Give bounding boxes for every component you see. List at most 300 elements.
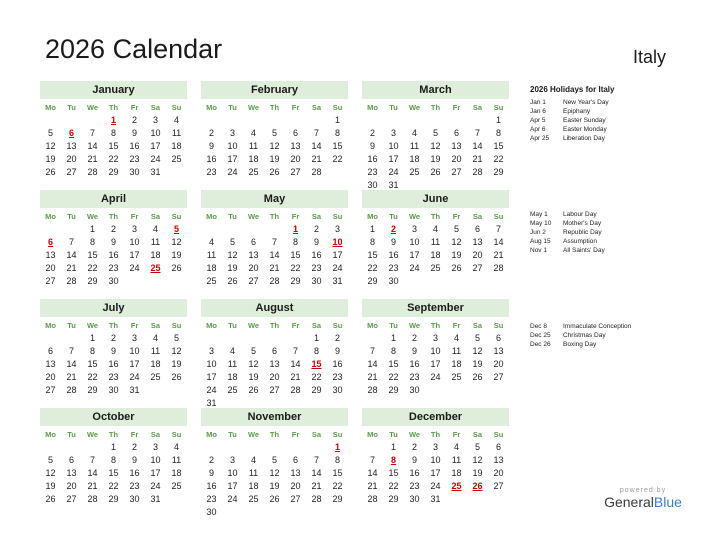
weekday-label: Fr — [291, 103, 300, 112]
day-cell: 3 — [152, 115, 158, 125]
day-cell: 7 — [68, 237, 74, 247]
holiday-day: 2 — [390, 224, 396, 234]
weekday-row — [362, 210, 509, 223]
day-cell: 5 — [474, 333, 480, 343]
day-cell: 17 — [409, 250, 420, 260]
week-row — [40, 223, 187, 236]
holiday-name: Christmas Day — [563, 332, 606, 339]
weekday-label: Sa — [472, 321, 483, 330]
day-cell: 24 — [430, 481, 441, 491]
holiday-item — [530, 246, 705, 255]
week-row — [40, 262, 187, 275]
day-cell: 29 — [332, 494, 343, 504]
day-cell: 16 — [129, 141, 140, 151]
day-cell: 27 — [66, 167, 77, 177]
holiday-day: 1 — [334, 442, 340, 452]
holiday-date: Dec 8 — [530, 323, 547, 330]
day-cell: 24 — [129, 263, 140, 273]
weekday-label: Tu — [67, 321, 76, 330]
day-cell: 26 — [269, 167, 280, 177]
week-row — [201, 345, 348, 358]
holiday-date: Apr 5 — [530, 117, 546, 124]
holiday-day: 1 — [110, 115, 116, 125]
day-cell: 11 — [171, 128, 182, 138]
weekday-label: Tu — [228, 212, 237, 221]
week-row — [201, 114, 348, 127]
day-cell: 26 — [472, 372, 483, 382]
weekday-label: Th — [430, 212, 441, 221]
day-cell: 19 — [472, 359, 483, 369]
day-cell: 6 — [453, 128, 459, 138]
weekday-label: Fr — [130, 212, 139, 221]
day-cell: 11 — [248, 141, 259, 151]
holiday-date: Apr 6 — [530, 126, 546, 133]
brand-logo — [587, 487, 699, 510]
day-cell: 2 — [411, 442, 417, 452]
holiday-group — [530, 322, 705, 349]
week-row — [40, 166, 187, 179]
day-cell: 7 — [89, 128, 95, 138]
day-cell: 23 — [206, 167, 217, 177]
day-cell: 30 — [206, 507, 217, 517]
day-cell: 29 — [311, 385, 322, 395]
day-cell: 9 — [369, 141, 375, 151]
day-cell: 23 — [108, 263, 119, 273]
weekday-label: Tu — [67, 103, 76, 112]
holiday-date: May 1 — [530, 211, 548, 218]
day-cell: 25 — [227, 385, 238, 395]
day-cell: 22 — [108, 481, 119, 491]
week-row — [40, 493, 187, 506]
day-cell: 20 — [451, 154, 462, 164]
weekday-label: Th — [269, 430, 280, 439]
day-cell: 7 — [292, 346, 298, 356]
day-cell: 18 — [150, 359, 161, 369]
weekday-label: Sa — [150, 321, 161, 330]
day-cell: 25 — [206, 276, 217, 286]
day-cell: 20 — [45, 263, 56, 273]
day-cell: 5 — [474, 442, 480, 452]
day-cell: 1 — [390, 442, 396, 452]
week-row — [362, 384, 509, 397]
holiday-item — [530, 107, 705, 116]
day-cell: 3 — [229, 455, 235, 465]
day-cell: 4 — [250, 128, 256, 138]
holiday-name: All Saints' Day — [563, 247, 605, 254]
weekday-label: Fr — [452, 212, 461, 221]
day-cell: 1 — [89, 224, 95, 234]
weekday-label: Su — [332, 321, 343, 330]
day-cell: 23 — [409, 481, 420, 491]
day-cell: 10 — [129, 346, 140, 356]
day-cell: 5 — [453, 224, 459, 234]
holiday-item — [530, 340, 705, 349]
day-cell: 29 — [493, 167, 504, 177]
day-cell: 25 — [171, 154, 182, 164]
day-cell: 29 — [290, 276, 301, 286]
day-cell: 7 — [369, 346, 375, 356]
weekday-row — [201, 319, 348, 332]
day-cell: 5 — [229, 237, 235, 247]
weekday-label: Su — [493, 321, 504, 330]
day-cell: 6 — [495, 333, 501, 343]
day-cell: 1 — [495, 115, 501, 125]
weekday-label: Su — [493, 430, 504, 439]
weekday-label: Tu — [67, 430, 76, 439]
holiday-day: 5 — [173, 224, 179, 234]
day-cell: 3 — [334, 224, 340, 234]
day-cell: 4 — [453, 442, 459, 452]
day-cell: 16 — [409, 359, 420, 369]
day-cell: 28 — [87, 167, 98, 177]
holiday-day: 25 — [150, 263, 161, 273]
day-cell: 6 — [292, 128, 298, 138]
day-cell: 6 — [292, 455, 298, 465]
weekday-label: Su — [171, 321, 182, 330]
week-row — [40, 441, 187, 454]
month-header: June — [362, 190, 509, 208]
month-header: November — [201, 408, 348, 426]
holiday-date: Nov 1 — [530, 247, 547, 254]
day-cell: 12 — [451, 237, 462, 247]
day-cell: 23 — [108, 372, 119, 382]
day-cell: 28 — [269, 276, 280, 286]
weekday-label: Tu — [389, 321, 398, 330]
day-cell: 26 — [269, 494, 280, 504]
weekday-label: Mo — [367, 430, 378, 439]
day-cell: 13 — [45, 359, 56, 369]
day-cell: 13 — [290, 468, 301, 478]
day-cell: 20 — [493, 468, 504, 478]
month-header: May — [201, 190, 348, 208]
day-cell: 14 — [311, 141, 322, 151]
day-cell: 7 — [495, 224, 501, 234]
day-cell: 3 — [390, 128, 396, 138]
weekday-label: Sa — [150, 212, 161, 221]
day-cell: 15 — [332, 141, 343, 151]
day-cell: 21 — [66, 263, 77, 273]
day-cell: 17 — [430, 468, 441, 478]
day-cell: 3 — [411, 224, 417, 234]
day-cell: 7 — [313, 128, 319, 138]
day-cell: 24 — [388, 167, 399, 177]
weekday-label: Fr — [452, 430, 461, 439]
day-cell: 19 — [269, 154, 280, 164]
day-cell: 15 — [290, 250, 301, 260]
day-cell: 17 — [430, 359, 441, 369]
day-cell: 23 — [129, 481, 140, 491]
day-cell: 19 — [248, 372, 259, 382]
weekday-label: Th — [108, 430, 119, 439]
week-row — [201, 358, 348, 371]
week-row — [201, 332, 348, 345]
day-cell: 6 — [474, 224, 480, 234]
day-cell: 11 — [248, 468, 259, 478]
day-cell: 12 — [430, 141, 441, 151]
week-row — [362, 249, 509, 262]
day-cell: 13 — [451, 141, 462, 151]
week-row — [362, 332, 509, 345]
week-row — [201, 371, 348, 384]
day-cell: 30 — [129, 494, 140, 504]
day-cell: 8 — [390, 346, 396, 356]
day-cell: 19 — [430, 154, 441, 164]
day-cell: 1 — [334, 115, 340, 125]
month-december — [362, 408, 509, 506]
day-cell: 9 — [110, 237, 116, 247]
day-cell: 2 — [411, 333, 417, 343]
day-cell: 21 — [311, 154, 322, 164]
weekday-label: We — [247, 212, 260, 221]
day-cell: 2 — [208, 128, 214, 138]
holiday-item — [530, 98, 705, 107]
day-cell: 26 — [171, 372, 182, 382]
day-cell: 3 — [208, 346, 214, 356]
holiday-item — [530, 237, 705, 246]
weekday-label: We — [247, 103, 260, 112]
day-cell: 16 — [388, 250, 399, 260]
day-cell: 30 — [332, 385, 343, 395]
week-row — [362, 236, 509, 249]
day-cell: 11 — [451, 455, 462, 465]
day-cell: 16 — [206, 154, 217, 164]
day-cell: 30 — [388, 276, 399, 286]
holiday-day: 26 — [472, 481, 483, 491]
holiday-day: 25 — [451, 481, 462, 491]
day-cell: 4 — [411, 128, 417, 138]
day-cell: 9 — [131, 128, 137, 138]
day-cell: 12 — [248, 359, 259, 369]
week-row — [40, 332, 187, 345]
brand-name-blue: Blue — [653, 494, 682, 510]
weekday-row — [201, 210, 348, 223]
holiday-date: Aug 15 — [530, 238, 551, 245]
month-header: August — [201, 299, 348, 317]
holiday-item — [530, 322, 705, 331]
day-cell: 25 — [248, 167, 259, 177]
day-cell: 6 — [68, 455, 74, 465]
weekday-label: Fr — [291, 212, 300, 221]
day-cell: 10 — [430, 346, 441, 356]
day-cell: 13 — [472, 237, 483, 247]
day-cell: 4 — [453, 333, 459, 343]
week-row — [201, 441, 348, 454]
holiday-item — [530, 134, 705, 143]
day-cell: 27 — [493, 372, 504, 382]
month-august — [201, 299, 348, 410]
day-cell: 9 — [411, 346, 417, 356]
day-cell: 27 — [493, 481, 504, 491]
day-cell: 14 — [311, 468, 322, 478]
day-cell: 9 — [208, 468, 214, 478]
day-cell: 29 — [108, 167, 119, 177]
day-cell: 4 — [432, 224, 438, 234]
day-cell: 23 — [311, 263, 322, 273]
month-july — [40, 299, 187, 397]
day-cell: 5 — [432, 128, 438, 138]
weekday-label: Mo — [367, 212, 378, 221]
month-header: December — [362, 408, 509, 426]
weekday-label: We — [408, 103, 421, 112]
day-cell: 15 — [332, 468, 343, 478]
day-cell: 31 — [150, 494, 161, 504]
month-header: September — [362, 299, 509, 317]
day-cell: 17 — [150, 141, 161, 151]
weekday-label: We — [408, 212, 421, 221]
day-cell: 30 — [409, 385, 420, 395]
holiday-day: 1 — [292, 224, 298, 234]
month-header: April — [40, 190, 187, 208]
day-cell: 2 — [131, 115, 137, 125]
day-cell: 30 — [129, 167, 140, 177]
day-cell: 26 — [45, 494, 56, 504]
day-cell: 23 — [409, 372, 420, 382]
weekday-label: Su — [171, 430, 182, 439]
weekday-label: Fr — [291, 430, 300, 439]
day-cell: 25 — [430, 263, 441, 273]
week-row — [40, 384, 187, 397]
weekday-label: Su — [171, 212, 182, 221]
weekday-row — [201, 101, 348, 114]
holiday-name: Assumption — [563, 238, 597, 245]
day-cell: 24 — [150, 481, 161, 491]
weekday-label: Tu — [389, 430, 398, 439]
holiday-name: Immaculate Conception — [563, 323, 632, 330]
holiday-item — [530, 210, 705, 219]
day-cell: 28 — [311, 167, 322, 177]
day-cell: 2 — [208, 455, 214, 465]
day-cell: 10 — [129, 237, 140, 247]
day-cell: 28 — [472, 167, 483, 177]
day-cell: 14 — [367, 468, 378, 478]
weekday-label: Mo — [45, 430, 56, 439]
week-row — [362, 480, 509, 493]
day-cell: 29 — [388, 494, 399, 504]
day-cell: 19 — [269, 481, 280, 491]
weekday-row — [40, 428, 187, 441]
day-cell: 4 — [208, 237, 214, 247]
day-cell: 22 — [388, 372, 399, 382]
day-cell: 27 — [472, 263, 483, 273]
weekday-row — [362, 319, 509, 332]
week-row — [362, 127, 509, 140]
weekday-row — [40, 210, 187, 223]
day-cell: 1 — [89, 333, 95, 343]
holiday-date: Apr 25 — [530, 135, 550, 142]
day-cell: 13 — [45, 250, 56, 260]
day-cell: 30 — [311, 276, 322, 286]
holiday-date: Dec 26 — [530, 341, 551, 348]
week-row — [201, 153, 348, 166]
month-header: October — [40, 408, 187, 426]
day-cell: 13 — [66, 141, 77, 151]
holiday-date: Jan 6 — [530, 108, 546, 115]
day-cell: 18 — [227, 372, 238, 382]
day-cell: 25 — [409, 167, 420, 177]
day-cell: 17 — [129, 250, 140, 260]
day-cell: 14 — [269, 250, 280, 260]
day-cell: 17 — [227, 481, 238, 491]
brand-name-general: General — [604, 494, 654, 510]
day-cell: 11 — [150, 237, 161, 247]
day-cell: 22 — [87, 263, 98, 273]
day-cell: 3 — [432, 333, 438, 343]
holiday-date: Jan 1 — [530, 99, 546, 106]
day-cell: 14 — [66, 250, 77, 260]
weekday-label: Mo — [45, 212, 56, 221]
day-cell: 2 — [110, 224, 116, 234]
day-cell: 4 — [229, 346, 235, 356]
day-cell: 21 — [290, 372, 301, 382]
day-cell: 30 — [108, 276, 119, 286]
day-cell: 25 — [171, 481, 182, 491]
holiday-name: Boxing Day — [563, 341, 597, 348]
day-cell: 27 — [45, 276, 56, 286]
month-january — [40, 81, 187, 179]
week-row — [362, 153, 509, 166]
day-cell: 7 — [313, 455, 319, 465]
weekday-label: We — [408, 321, 421, 330]
day-cell: 12 — [269, 141, 280, 151]
week-row — [201, 236, 348, 249]
day-cell: 18 — [171, 141, 182, 151]
day-cell: 12 — [227, 250, 238, 260]
holiday-group — [530, 210, 705, 255]
weekday-label: Th — [430, 430, 441, 439]
day-cell: 17 — [150, 468, 161, 478]
week-row — [201, 493, 348, 506]
holiday-day: 8 — [390, 455, 396, 465]
day-cell: 3 — [229, 128, 235, 138]
week-row — [40, 114, 187, 127]
day-cell: 18 — [430, 250, 441, 260]
day-cell: 10 — [150, 455, 161, 465]
day-cell: 16 — [311, 250, 322, 260]
day-cell: 5 — [47, 455, 53, 465]
day-cell: 26 — [430, 167, 441, 177]
holiday-item — [530, 125, 705, 134]
day-cell: 22 — [108, 154, 119, 164]
day-cell: 21 — [269, 263, 280, 273]
day-cell: 1 — [313, 333, 319, 343]
week-row — [40, 236, 187, 249]
weekday-label: Fr — [130, 430, 139, 439]
day-cell: 21 — [87, 154, 98, 164]
day-cell: 12 — [45, 141, 56, 151]
day-cell: 8 — [110, 128, 116, 138]
day-cell: 16 — [367, 154, 378, 164]
day-cell: 16 — [409, 468, 420, 478]
week-row — [362, 493, 509, 506]
day-cell: 8 — [292, 237, 298, 247]
day-cell: 2 — [369, 128, 375, 138]
day-cell: 8 — [369, 237, 375, 247]
week-row — [201, 249, 348, 262]
day-cell: 9 — [208, 141, 214, 151]
weekday-label: Th — [269, 321, 280, 330]
holiday-date: Dec 25 — [530, 332, 551, 339]
day-cell: 19 — [45, 154, 56, 164]
day-cell: 12 — [171, 346, 182, 356]
day-cell: 28 — [311, 494, 322, 504]
week-row — [362, 166, 509, 179]
holiday-date: Jun 2 — [530, 229, 546, 236]
week-row — [40, 345, 187, 358]
day-cell: 19 — [45, 481, 56, 491]
weekday-label: We — [247, 430, 260, 439]
month-header: February — [201, 81, 348, 99]
day-cell: 25 — [451, 372, 462, 382]
